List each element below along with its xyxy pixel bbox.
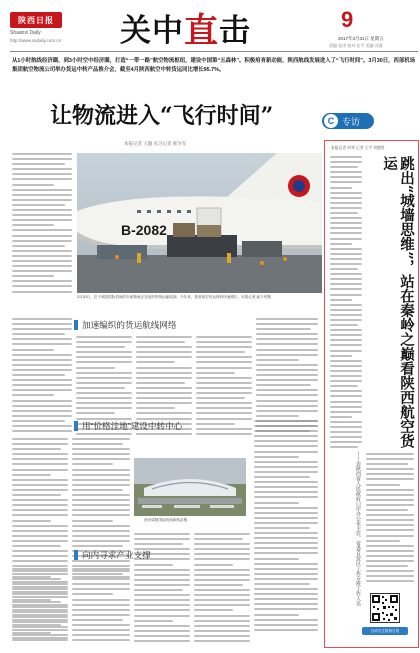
cargo-plane-photo — [77, 153, 322, 293]
tag-label: 专访 — [342, 116, 361, 127]
feature-tag — [322, 113, 374, 129]
airport-terminal-photo — [134, 458, 246, 516]
sidebar-body-text-2 — [366, 453, 414, 585]
body-text-col-5 — [256, 318, 318, 435]
staff-credits: 责编 张岗 校对 宏平 美编 冯强 — [329, 43, 383, 48]
body-text-col-1 — [12, 318, 72, 435]
section-heading-3-label: 向内寻求产业支撑 — [82, 550, 151, 560]
sidebar-bylines: 本报记者 何琴 记者 王宇 刘德营 — [331, 146, 385, 150]
column-title-c: 击 — [219, 12, 251, 49]
section-heading-2-label: 用“价格洼地”建设中转中心 — [82, 421, 183, 431]
tag-badge-icon: C — [324, 114, 338, 128]
logo-text: 陕西日报 — [18, 15, 54, 25]
body-text-col-4 — [196, 336, 252, 438]
sidebar-title: 跳出“城墙思维”，站在秦岭之巅看陕西航空货运 — [381, 156, 415, 449]
section-heading-1-label: 加速编织的货运航线网络 — [82, 320, 177, 330]
website-line: http://www.sxdaily.com.cn — [10, 38, 62, 43]
section-bar-icon — [74, 550, 78, 560]
photo-caption: 3月30日，位于咸阳国际机场的东航物流正在组织货物运输装卸。今年来，我省航空货运保持快速增长。本报记者 郝少军摄 — [77, 295, 271, 299]
newspaper-logo — [10, 12, 62, 28]
page-number: 9 — [341, 7, 354, 32]
terminal-illustration — [134, 458, 246, 516]
masthead-rule — [10, 51, 418, 52]
section-heading-1 — [74, 319, 177, 331]
article-byline: 本报记者 王璇 见习记者 郝少军 — [124, 141, 187, 146]
column-title-a: 关中 — [120, 12, 184, 49]
section-heading-2 — [74, 420, 182, 432]
section-bar-icon — [74, 320, 78, 330]
section-bar-icon — [74, 421, 78, 431]
issue-date: 2017年3月31日 星期五 — [338, 36, 384, 41]
qr-caption: 扫码关注陕西日报 — [362, 627, 408, 635]
column-title — [120, 9, 251, 51]
column-title-accent: 直 — [184, 10, 219, 51]
terminal-photo-caption: 西安咸阳国际机场新航站楼 — [144, 518, 188, 522]
body-text-col-12 — [72, 568, 130, 644]
lead-paragraph: 从1小时航线经济圈，到3小时空中经济圈，打造“一带一路”航空物流枢纽，建设中国第“五森林”。积极培育新动能，陕西航线发展进入了“飞行时间”。3月30日，西部机场集团航空物流公司举办货运中转产品推介会，截至4月陕西航空中转货运同比增长95.7%。 — [12, 58, 416, 73]
body-text-col-10 — [254, 420, 318, 634]
qr-code-icon[interactable] — [370, 593, 400, 623]
body-text-col-9 — [194, 533, 250, 645]
intro-body-text — [12, 153, 72, 303]
logo-subtitle: Shaanxi Daily — [10, 30, 41, 36]
sidebar-subtitle: ——访陕西省人民政府口岸办公室主任、省委自贸区工作专班工作人员 — [355, 451, 361, 606]
body-text-col-11 — [12, 568, 68, 644]
newspaper-page — [4, 3, 416, 649]
main-headline: 让物流进入“飞行时间” — [50, 103, 274, 129]
plane-registration: B-2082 — [121, 222, 167, 238]
sidebar-body-text — [330, 156, 362, 451]
cargo-plane-illustration — [77, 153, 322, 293]
section-heading-3 — [74, 549, 151, 561]
qr-code-graphic — [371, 594, 399, 622]
